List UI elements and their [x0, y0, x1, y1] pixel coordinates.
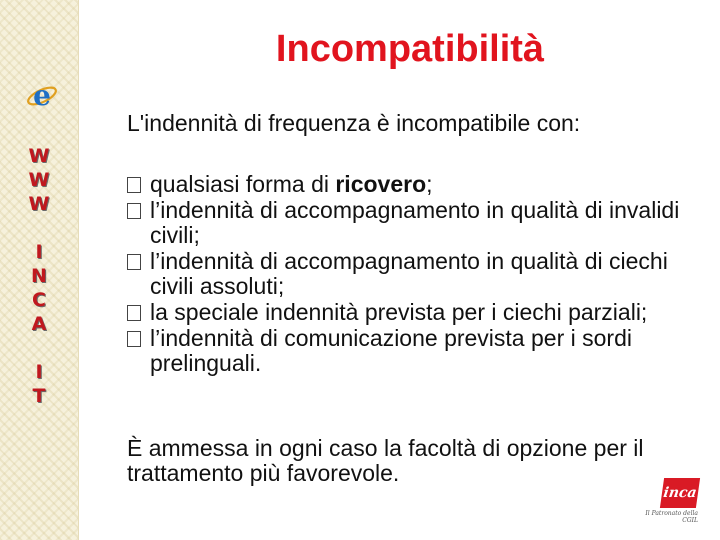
bullet-text-end: ;	[426, 171, 433, 197]
intro-text: L'indennità di frequenza è incompatibile con:	[127, 110, 581, 136]
side-letter: T	[32, 385, 46, 407]
side-letter: W	[28, 193, 50, 215]
side-letter: I	[35, 361, 43, 383]
svg-text:e: e	[33, 80, 51, 112]
side-letter: W	[28, 169, 50, 191]
bullet-box-icon	[127, 331, 141, 347]
bullet-text: l’indennità di accompagnamento in qualità di ciechi civili assoluti;	[150, 248, 668, 299]
bullet-text: la speciale indennità prevista per i ciechi parziali;	[150, 299, 648, 325]
bullet-box-icon	[127, 177, 141, 193]
page-title: Incompatibilità	[275, 28, 545, 70]
side-letters	[22, 144, 56, 408]
bullet-box-icon	[127, 254, 141, 270]
side-letter: A	[31, 313, 47, 335]
bullet-list	[127, 172, 697, 377]
internet-explorer-icon	[26, 80, 58, 112]
bullet-box-icon	[127, 305, 141, 321]
side-letter: W	[28, 145, 50, 167]
list-item	[127, 198, 697, 248]
inca-logo	[638, 478, 698, 522]
closing-text: È ammessa in ogni caso la facoltà di opzione per il trattamento più favorevole.	[127, 435, 644, 486]
bullet-box-icon	[127, 203, 141, 219]
bullet-text: qualsiasi forma di	[150, 171, 336, 197]
side-letter: N	[31, 265, 47, 287]
list-item	[127, 249, 697, 299]
brand-name: inca	[660, 478, 700, 508]
list-item	[127, 326, 697, 376]
bullet-bold-text: ricovero	[335, 171, 427, 197]
brand-caption: Il Patronato della CGIL	[645, 510, 698, 524]
list-item	[127, 172, 697, 197]
list-item	[127, 300, 697, 325]
bullet-text: l’indennità di accompagnamento in qualità di invalidi civili;	[150, 197, 680, 248]
side-letter: C	[32, 289, 46, 311]
sidebar-band	[0, 0, 79, 540]
bullet-text: l’indennità di comunicazione prevista per i sordi prelinguali.	[150, 325, 632, 376]
side-letter: I	[35, 241, 43, 263]
